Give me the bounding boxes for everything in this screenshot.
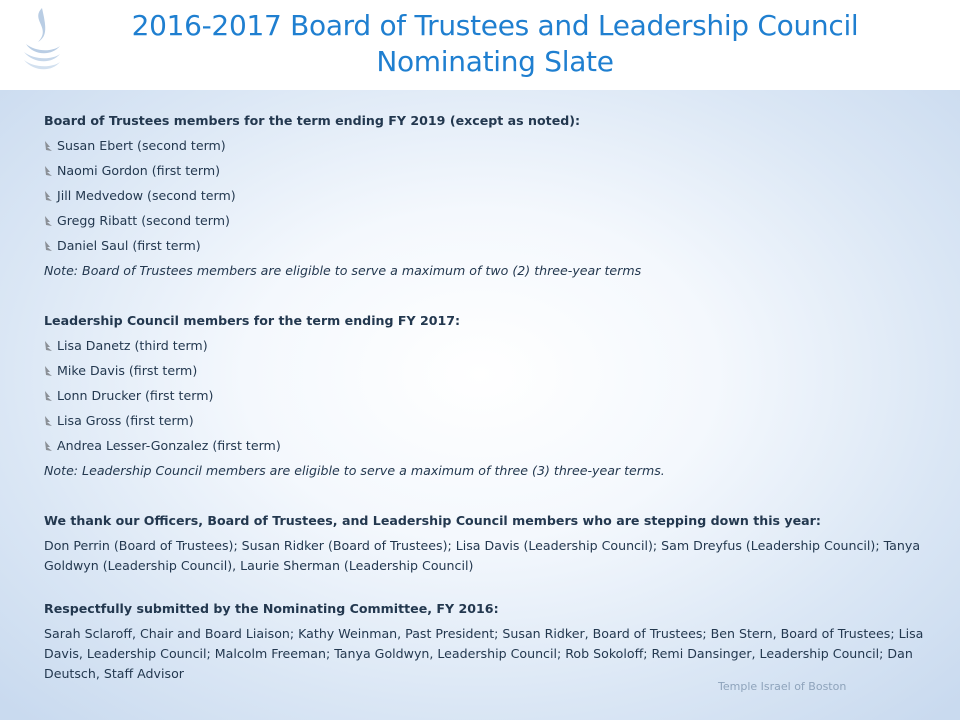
title-line-1: 2016-2017 Board of Trustees and Leadership Council — [131, 9, 859, 42]
trustee-name: Susan Ebert (second term) — [57, 138, 226, 153]
arrow-bullet-icon — [44, 390, 54, 402]
submitted-heading: Respectfully submitted by the Nominating Committee, FY 2016: — [44, 601, 499, 616]
spacer — [44, 283, 924, 308]
footer-organization: Temple Israel of Boston — [718, 680, 847, 693]
council-heading: Leadership Council members for the term ending FY 2017: — [44, 313, 461, 328]
spacer — [44, 576, 924, 596]
arrow-bullet-icon — [44, 190, 54, 202]
list-item — [44, 208, 924, 233]
list-item — [44, 433, 924, 458]
slide-content — [44, 108, 924, 684]
submitted-text: Sarah Sclaroff, Chair and Board Liaison; Kathy Weinman, Past President; Susan Ridker, Board of Trustees; Ben Stern, Board of Trustees; Lisa Davis, Leadership Council; Malcolm Freeman; Tanya Goldwyn, Leadership Council; Rob Sokoloff; Remi Dansinger, Leadership Council; Dan Deutsch, Staff Advisor — [44, 626, 924, 681]
council-member-name: Andrea Lesser-Gonzalez (first term) — [57, 438, 281, 453]
title-line-2: Nominating Slate — [376, 45, 614, 78]
list-item — [44, 333, 924, 358]
thanks-heading: We thank our Officers, Board of Trustees, and Leadership Council members who are stepping down this year: — [44, 513, 821, 528]
arrow-bullet-icon — [44, 365, 54, 377]
arrow-bullet-icon — [44, 140, 54, 152]
list-item — [44, 183, 924, 208]
trustee-name: Daniel Saul (first term) — [57, 238, 201, 253]
list-item — [44, 133, 924, 158]
council-member-name: Mike Davis (first term) — [57, 363, 198, 378]
flame-logo — [22, 6, 62, 76]
council-member-name: Lisa Gross (first term) — [57, 413, 194, 428]
spacer — [44, 483, 924, 508]
arrow-bullet-icon — [44, 415, 54, 427]
arrow-bullet-icon — [44, 215, 54, 227]
arrow-bullet-icon — [44, 240, 54, 252]
thanks-text: Don Perrin (Board of Trustees); Susan Ridker (Board of Trustees); Lisa Davis (Leadership Council); Sam Dreyfus (Leadership Council); Tanya Goldwyn (Leadership Council), Laurie Sherman (Leadership Council) — [44, 538, 921, 573]
council-member-name: Lonn Drucker (first term) — [57, 388, 214, 403]
trustees-note: Note: Board of Trustees members are eligible to serve a maximum of two (2) three-year terms — [44, 263, 642, 278]
list-item — [44, 158, 924, 183]
arrow-bullet-icon — [44, 440, 54, 452]
trustee-name: Gregg Ribatt (second term) — [57, 213, 230, 228]
list-item — [44, 408, 924, 433]
list-item — [44, 358, 924, 383]
arrow-bullet-icon — [44, 165, 54, 177]
slide-header — [0, 0, 960, 90]
trustee-name: Jill Medvedow (second term) — [57, 188, 236, 203]
council-note: Note: Leadership Council members are eligible to serve a maximum of three (3) three-year terms. — [44, 463, 665, 478]
council-member-name: Lisa Danetz (third term) — [57, 338, 208, 353]
trustees-heading: Board of Trustees members for the term ending FY 2019 (except as noted): — [44, 113, 581, 128]
list-item — [44, 233, 924, 258]
slide-title — [80, 8, 910, 80]
list-item — [44, 383, 924, 408]
arrow-bullet-icon — [44, 340, 54, 352]
trustee-name: Naomi Gordon (first term) — [57, 163, 221, 178]
